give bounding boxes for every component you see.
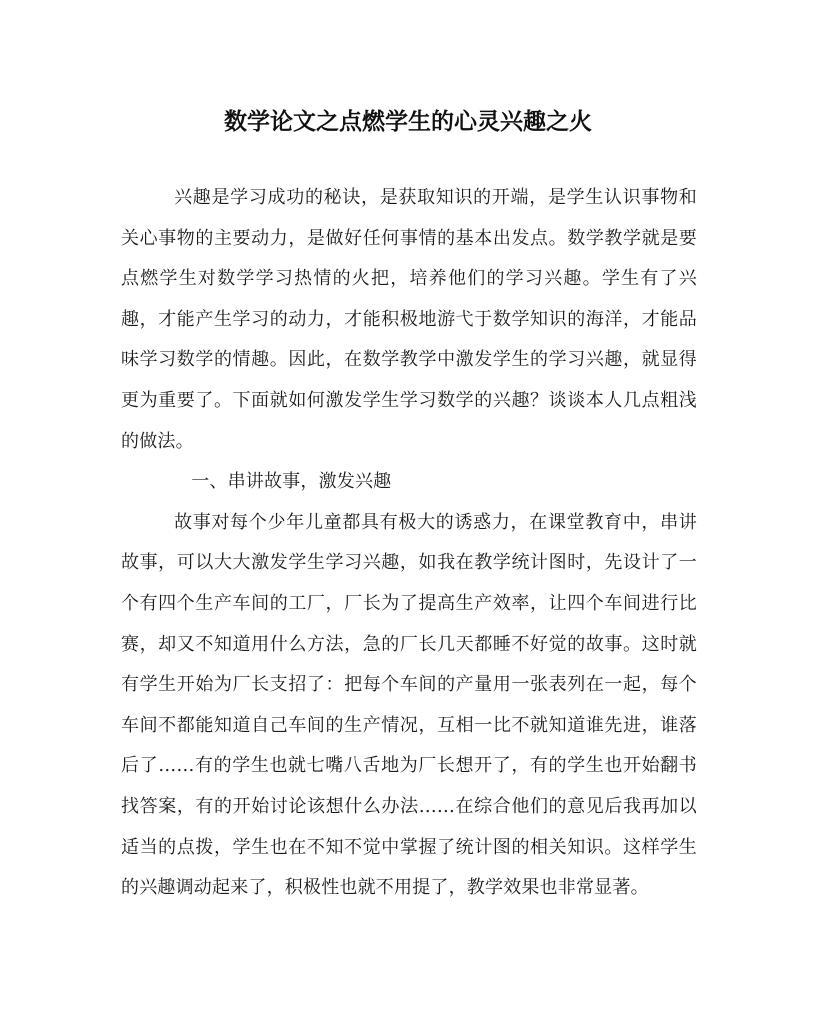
paragraph-story: 故事对每个少年儿童都具有极大的诱惑力，在课堂教育中，串讲故事，可以大大激发学生学习兴趣，如我在教学统计图时，先设计了一个有四个生产车间的工厂，厂长为了提高生产效率，让四个车间进行比赛，却又不知道用什么方法，急的厂长几天都睡不好觉的故事。这时就有学生开始为厂长支招了：把每个车间的产量用一张表列在一起，每个车间不都能知道自己车间的生产情况，互相一比不就知道谁先进，谁落后了……有的学生也就七嘴八舌地为厂长想开了，有的学生也开始翻书找答案，有的开始讨论该想什么办法……在综合他们的意见后我再加以适当的点拨，学生也在不知不觉中掌握了统计图的相关知识。这样学生的兴趣调动起来了，积极性也就不用提了，教学效果也非常显著。 [121,511,697,899]
document-title: 数学论文之点燃学生的心灵兴趣之火 [224,108,592,135]
document-body [121,178,697,909]
section-heading: 一、串讲故事，激发兴趣 [191,471,392,493]
paragraph-intro: 兴趣是学习成功的秘诀，是获取知识的开端，是学生认识事物和关心事物的主要动力，是做好任何事情的基本出发点。数学教学就是要点燃学生对数学学习热情的火把，培养他们的学习兴趣。学生有了兴趣，才能产生学习的动力，才能积极地游弋于数学知识的海洋，才能品味学习数学的情趣。因此，在数学教学中激发学生的学习兴趣，就显得更为重要了。下面就如何激发学生学习数学的兴趣？谈谈本人几点粗浅的做法。 [121,187,697,452]
